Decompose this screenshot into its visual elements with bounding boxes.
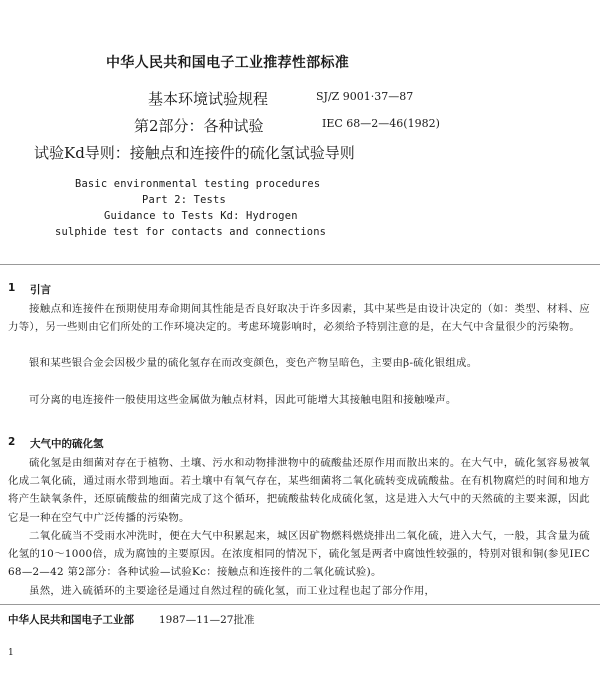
english-title-line-4: sulphide test for contacts and connections [55,226,327,238]
title-line-3: 试验Kd导则：接触点和连接件的硫化氢试验导则 [34,144,355,162]
standard-number: SJ/Z 9001·37—87 [316,90,414,103]
section-2-title: 大气中的硫化氢 [30,438,104,450]
section-2-number: 2 [8,436,16,448]
english-title-line-3: Guidance to Tests Kd: Hydrogen [104,210,298,222]
section-1-paragraph-3: 可分离的电连接件一般使用这些金属做为触点材料，因此可能增大其接触电阻和接触噪声。 [29,394,457,406]
footer-divider [0,604,600,605]
section-1-paragraph-2: 银和某些银合金会因极少量的硫化氢存在而改变颜色，变色产物呈暗色，主要由β-硫化银组成。 [29,357,478,369]
section-2-paragraph-2: 二氧化硫当不受雨水冲洗时，便在大气中积累起来，城区因矿物燃料燃烧排出二氧化硫，进入大气，一般，其含量为硫化氢的10～1000倍，成为腐蚀的主要原因。在浓度相同的情况下，硫化氢是两者中腐蚀性较强的，特别对银和铜(参见IEC 68—2—42 第2部分：各种试验—试验Kc：接触点和连接件的二氧化硫试验)。 [8,530,590,579]
title-line-1: 基本环境试验规程 [148,90,269,108]
section-1-number: 1 [8,282,16,294]
title-line-2: 第2部分：各种试验 [134,117,264,135]
title-divider [0,264,600,265]
section-2-paragraph-3: 虽然，进入硫循环的主要途径是通过自然过程的硫化氢，而工业过程也起了部分作用， [29,585,436,597]
section-1-paragraph-1: 接触点和连接件在预期使用寿命期间其性能是否良好取决于许多因素，其中某些是由设计决定的（如：类型、材料、应力等），另一些则由它们所处的工作环境决定的。考虑环境影响时，必须给予特别注意的是，在大气中含量很少的污染物。 [8,303,590,334]
issuing-standard-header: 中华人民共和国电子工业推荐性部标准 [106,55,350,71]
approval-date: 1987—11—27批准 [159,614,255,626]
section-1-title: 引言 [30,284,51,296]
iec-reference-number: IEC 68—2—46(1982) [322,117,440,130]
english-title-line-1: Basic environmental testing procedures [75,178,321,190]
section-2-paragraph-1: 硫化氢是由细菌对存在于植物、土壤、污水和动物排泄物中的硫酸盐还原作用而散出来的。在大气中，硫化氢容易被氧化成二氧化硫，通过雨水带到地面。若土壤中有氧气存在，某些细菌将二氧化硫转变成硫酸盐。在有机物腐烂的时间和地方将产生缺氧条件，还原硫酸盐的细菌完成了这个循环，把硫酸盐转化成硫化氢，这是进入大气中的天然硫的主要来源，因此它是一种在空气中广泛传播的污染物。 [8,457,590,524]
page-number: 1 [8,648,14,658]
issuing-ministry: 中华人民共和国电子工业部 [8,614,134,626]
english-title-line-2: Part 2: Tests [142,194,226,206]
